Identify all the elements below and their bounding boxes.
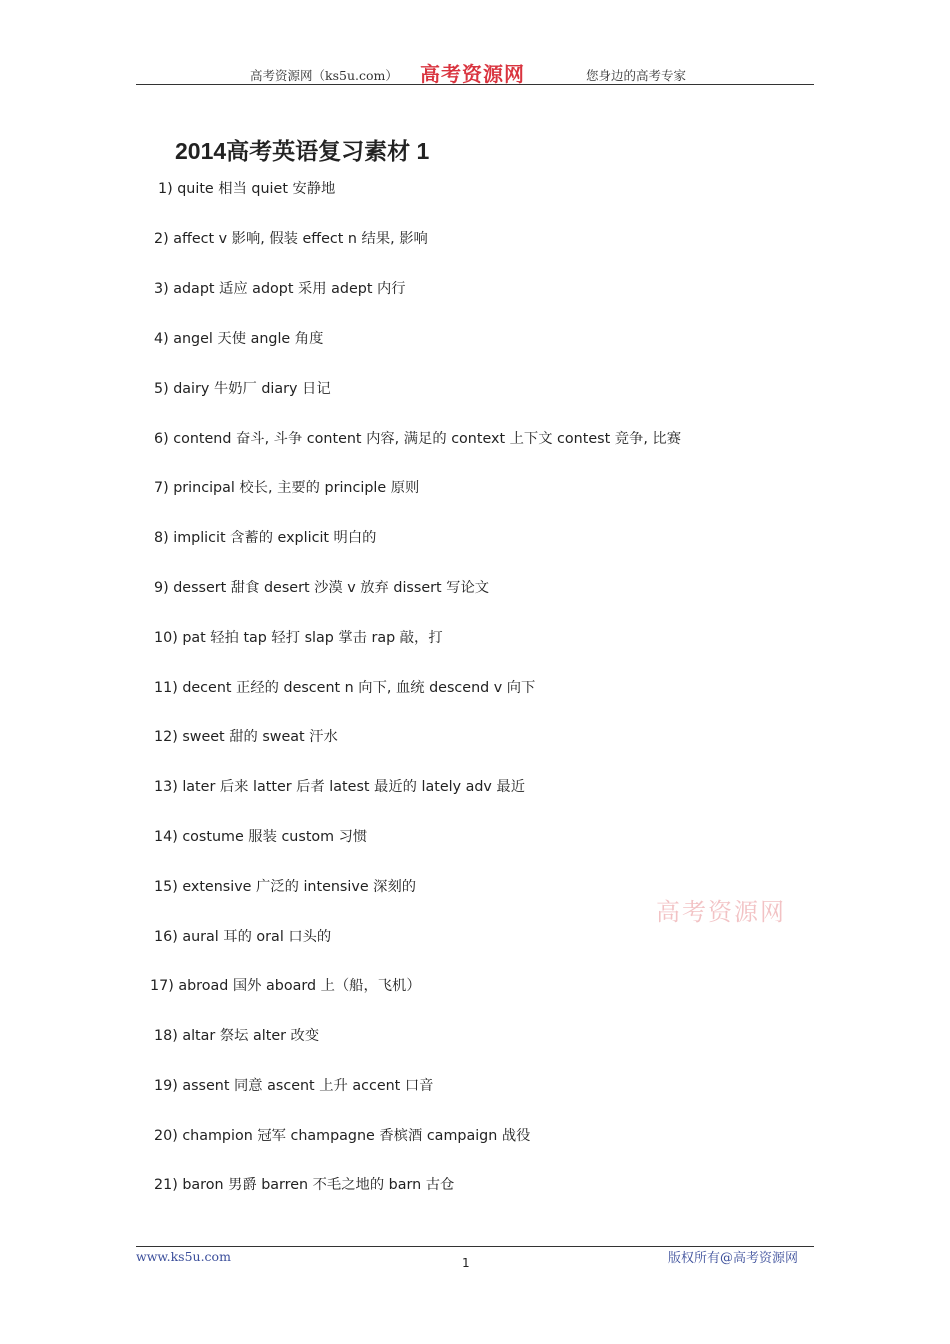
- list-item: 18) altar 祭坛 alter 改变: [154, 1028, 320, 1044]
- list-item: 6) contend 奋斗, 斗争 content 内容, 满足的 context 上下文 contest 竞争, 比赛: [154, 431, 682, 447]
- page-number: 1: [462, 1256, 470, 1270]
- page-header: [136, 58, 814, 85]
- list-item: 4) angel 天使 angle 角度: [154, 331, 324, 347]
- list-item: 20) champion 冠军 champagne 香槟酒 campaign 战役: [154, 1128, 531, 1144]
- list-item: 1) quite 相当 quiet 安静地: [158, 181, 336, 197]
- list-item: 9) dessert 甜食 desert 沙漠 v 放弃 dissert 写论文: [154, 580, 490, 596]
- header-slogan: 您身边的高考专家: [586, 68, 687, 83]
- list-item: 8) implicit 含蓄的 explicit 明白的: [154, 530, 377, 546]
- watermark-logo: 高考资源网: [656, 898, 786, 926]
- list-item: 15) extensive 广泛的 intensive 深刻的: [154, 879, 417, 895]
- header-site-name: 高考资源网（ks5u.com）: [250, 68, 398, 83]
- list-item: 5) dairy 牛奶厂 diary 日记: [154, 381, 331, 397]
- list-item: 17) abroad 国外 aboard 上（船，飞机）: [150, 978, 421, 994]
- list-item: 3) adapt 适应 adopt 采用 adept 内行: [154, 281, 406, 297]
- list-item: 12) sweet 甜的 sweat 汗水: [154, 729, 338, 745]
- list-item: 13) later 后来 latter 后者 latest 最近的 lately adv 最近: [154, 779, 526, 795]
- footer-copyright: 版权所有@高考资源网: [668, 1251, 799, 1266]
- list-item: 11) decent 正经的 descent n 向下, 血统 descend v 向下: [154, 680, 536, 696]
- list-item: 2) affect v 影响, 假装 effect n 结果, 影响: [154, 231, 428, 247]
- list-item: 19) assent 同意 ascent 上升 accent 口音: [154, 1078, 434, 1094]
- header-logo: 高考资源网: [420, 62, 525, 86]
- list-item: 7) principal 校长, 主要的 principle 原则: [154, 480, 420, 496]
- document-title: 2014高考英语复习素材 1: [175, 138, 430, 164]
- footer-url-link[interactable]: www.ks5u.com: [136, 1249, 231, 1264]
- list-item: 16) aural 耳的 oral 口头的: [154, 929, 332, 945]
- list-item: 21) baron 男爵 barren 不毛之地的 barn 古仓: [154, 1177, 455, 1193]
- list-item: 10) pat 轻拍 tap 轻打 slap 掌击 rap 敲，打: [154, 630, 443, 646]
- list-item: 14) costume 服装 custom 习惯: [154, 829, 368, 845]
